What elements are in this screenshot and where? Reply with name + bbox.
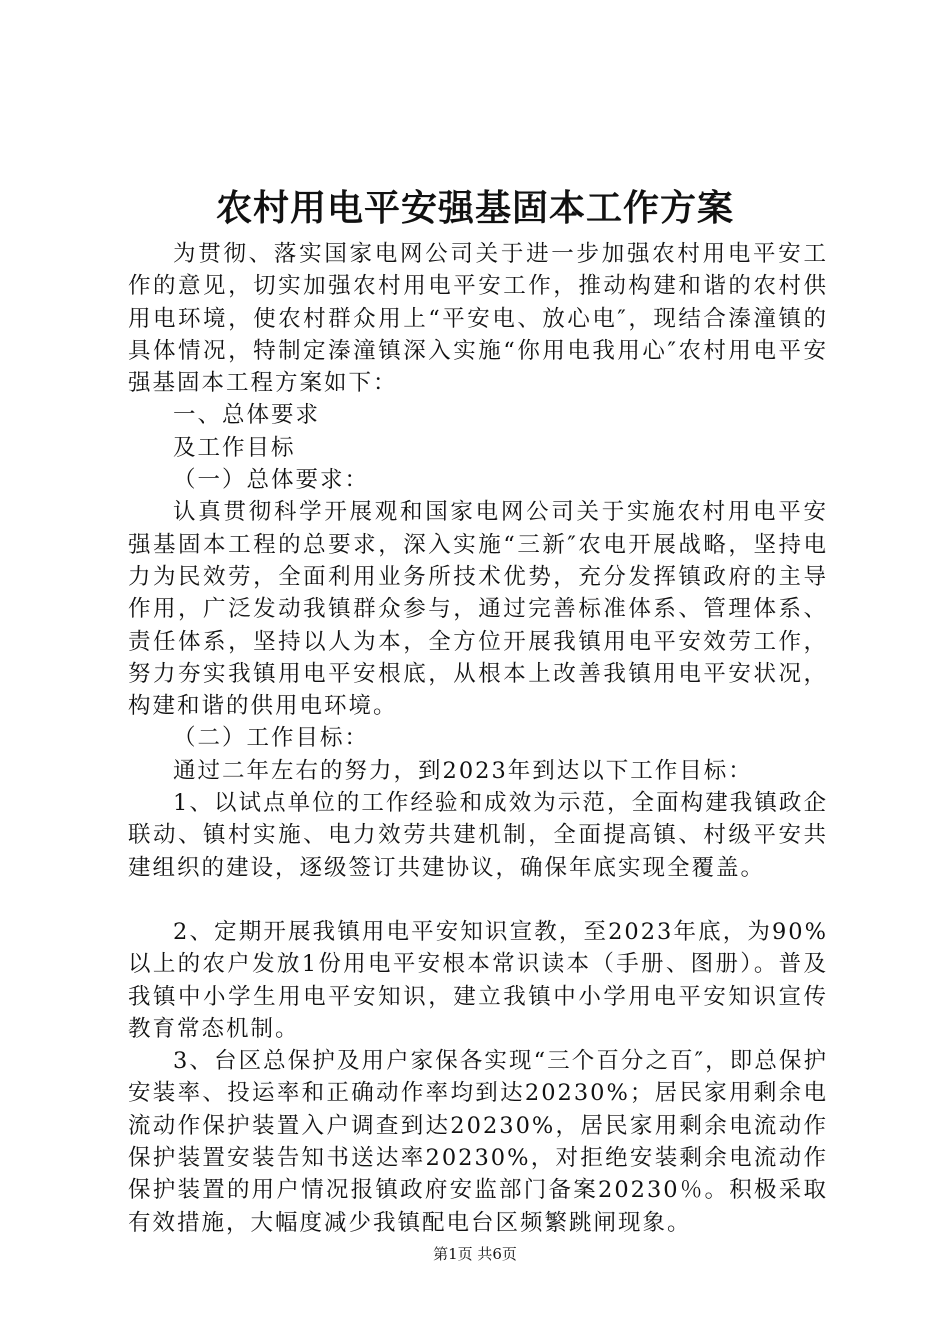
document-body <box>128 238 828 1239</box>
page-number-footer: 第1页 共6页 <box>433 1245 517 1263</box>
paragraph-goal-3: 3、台区总保护及用户家保各实现“三个百分之百″，即总保护安装率、投运率和正确动作率均到达20230%；居民家用剩余电流动作保护装置入户调查到达20230%，居民家用剩余电流动作保护装置安装告知书送达率20230%，对拒绝安装剩余电流动作保护装置的用户情况报镇政府安监部门备案20230％。积极采取有效措施，大幅度减少我镇配电台区频繁跳闸现象。 <box>128 1048 828 1236</box>
subheading-work-goals: （二）工作目标： <box>173 725 370 752</box>
heading-work-goals: 及工作目标 <box>173 434 296 461</box>
subheading-general-requirements: （一）总体要求： <box>173 467 370 494</box>
paragraph-goals-intro: 通过二年左右的努力，到2023年到达以下工作目标： <box>173 757 753 784</box>
heading-general-requirements: 一、总体要求 <box>173 402 321 429</box>
paragraph-goal-1: 1、以试点单位的工作经验和成效为示范，全面构建我镇政企联动、镇村实施、电力效劳共建机制，全面提高镇、村级平安共建组织的建设，逐级签订共建协议，确保年底实现全覆盖。 <box>128 790 828 881</box>
paragraph-general-requirements: 认真贯彻科学开展观和国家电网公司关于实施农村用电平安强基固本工程的总要求，深入实施“三新″农电开展战略，坚持电力为民效劳，全面利用业务所技术优势，充分发挥镇政府的主导作用，广泛发动我镇群众参与，通过完善标准体系、管理体系、责任体系，坚持以人为本，全方位开展我镇用电平安效劳工作，努力夯实我镇用电平安根底，从根本上改善我镇用电平安状况，构建和谐的供用电环境。 <box>128 499 828 720</box>
paragraph-intro: 为贯彻、落实国家电网公司关于进一步加强农村用电平安工作的意见，切实加强农村用电平安工作，推动构建和谐的农村供用电环境，使农村群众用上“平安电、放心电″，现结合溱潼镇的具体情况，特制定溱潼镇深入实施“你用电我用心″农村用电平安强基固本工程方案如下： <box>128 241 828 397</box>
paragraph-goal-2: 2、定期开展我镇用电平安知识宣教，至2023年底，为90%以上的农户发放1份用电平安根本常识读本（手册、图册）。普及我镇中小学生用电平安知识，建立我镇中小学用电平安知识宣传教育常态机制。 <box>128 918 828 1042</box>
document-title: 农村用电平安强基固本工作方案 <box>215 188 734 229</box>
